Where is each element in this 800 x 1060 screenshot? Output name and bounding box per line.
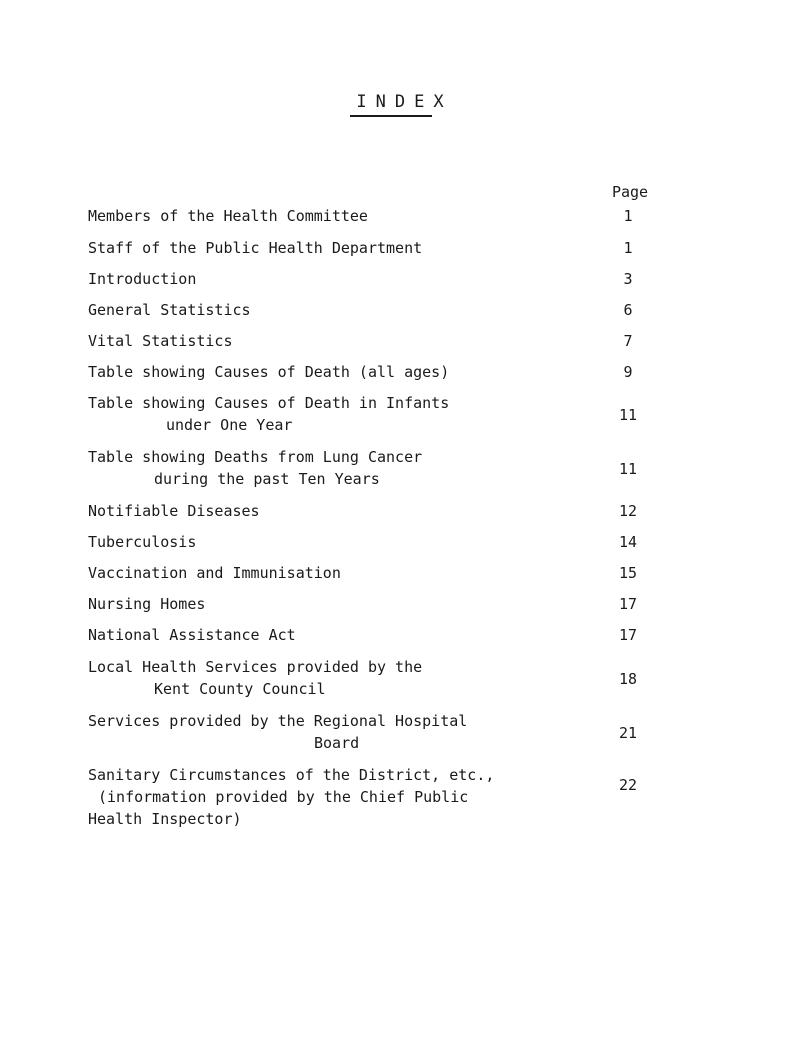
- entry-page-number: 6: [623, 301, 633, 319]
- entry-page-number: 1: [623, 239, 633, 257]
- entry-label: [88, 299, 518, 321]
- entry-label: [88, 593, 518, 615]
- entry-label-line: Vital Statistics: [88, 332, 233, 350]
- entry-label-line: Notifiable Diseases: [88, 502, 260, 520]
- entry-label-line: Kent County Council: [154, 680, 326, 698]
- title-underline: [350, 115, 432, 117]
- entry-label-line: Vaccination and Immunisation: [88, 564, 341, 582]
- entry-page-number: 1: [623, 207, 633, 225]
- entry-page-number: 11: [618, 460, 638, 478]
- entry-label-line: Local Health Services provided by the: [88, 658, 423, 676]
- entry-label-line: Sanitary Circumstances of the District, etc.,: [88, 766, 495, 784]
- entry-label-line: Health Inspector): [88, 810, 242, 828]
- entry-label-line: Board: [314, 734, 360, 752]
- entry-label-line: Table showing Deaths from Lung Cancer: [88, 448, 423, 466]
- entry-page-number: 17: [618, 626, 638, 644]
- entry-page-number: 21: [618, 724, 638, 742]
- entry-page-number: 7: [623, 332, 633, 350]
- entry-label-line: during the past Ten Years: [154, 470, 380, 488]
- entry-label-line: Staff of the Public Health Department: [88, 239, 423, 257]
- entry-label: [88, 562, 518, 584]
- entry-label-line: Members of the Health Committee: [88, 207, 368, 225]
- entry-label: [88, 392, 518, 436]
- entry-label: [88, 361, 518, 383]
- entry-label: [88, 330, 518, 352]
- entry-label-line: under One Year: [166, 416, 293, 434]
- entry-label: [88, 531, 518, 553]
- entry-label: [88, 268, 518, 290]
- entry-label-line: Introduction: [88, 270, 197, 288]
- entry-label: [88, 500, 518, 522]
- entry-label-line: (information provided by the Chief Public: [98, 788, 469, 806]
- entry-page-number: 22: [618, 776, 638, 794]
- entry-label-line: Nursing Homes: [88, 595, 206, 613]
- entry-label-line: Table showing Causes of Death in Infants: [88, 394, 450, 412]
- entry-page-number: 3: [623, 270, 633, 288]
- entry-page-number: 15: [618, 564, 638, 582]
- entry-label: [88, 764, 518, 830]
- page-title: INDEX: [356, 92, 453, 112]
- entry-page-number: 17: [618, 595, 638, 613]
- entry-label-line: National Assistance Act: [88, 626, 296, 644]
- entry-label-line: Table showing Causes of Death (all ages): [88, 363, 450, 381]
- entry-label: [88, 656, 518, 700]
- entry-page-number: 11: [618, 406, 638, 424]
- entry-label-line: Tuberculosis: [88, 533, 197, 551]
- entry-label-line: Services provided by the Regional Hospital: [88, 712, 468, 730]
- entry-label: [88, 446, 518, 490]
- entry-label: [88, 624, 518, 646]
- entry-label: [88, 205, 518, 227]
- entry-label: [88, 710, 518, 754]
- entry-page-number: 14: [618, 533, 638, 551]
- entry-page-number: 18: [618, 670, 638, 688]
- entry-label-line: General Statistics: [88, 301, 251, 319]
- page-column-header: Page: [611, 183, 649, 201]
- entry-label: [88, 237, 518, 259]
- entry-page-number: 9: [623, 363, 633, 381]
- entry-page-number: 12: [618, 502, 638, 520]
